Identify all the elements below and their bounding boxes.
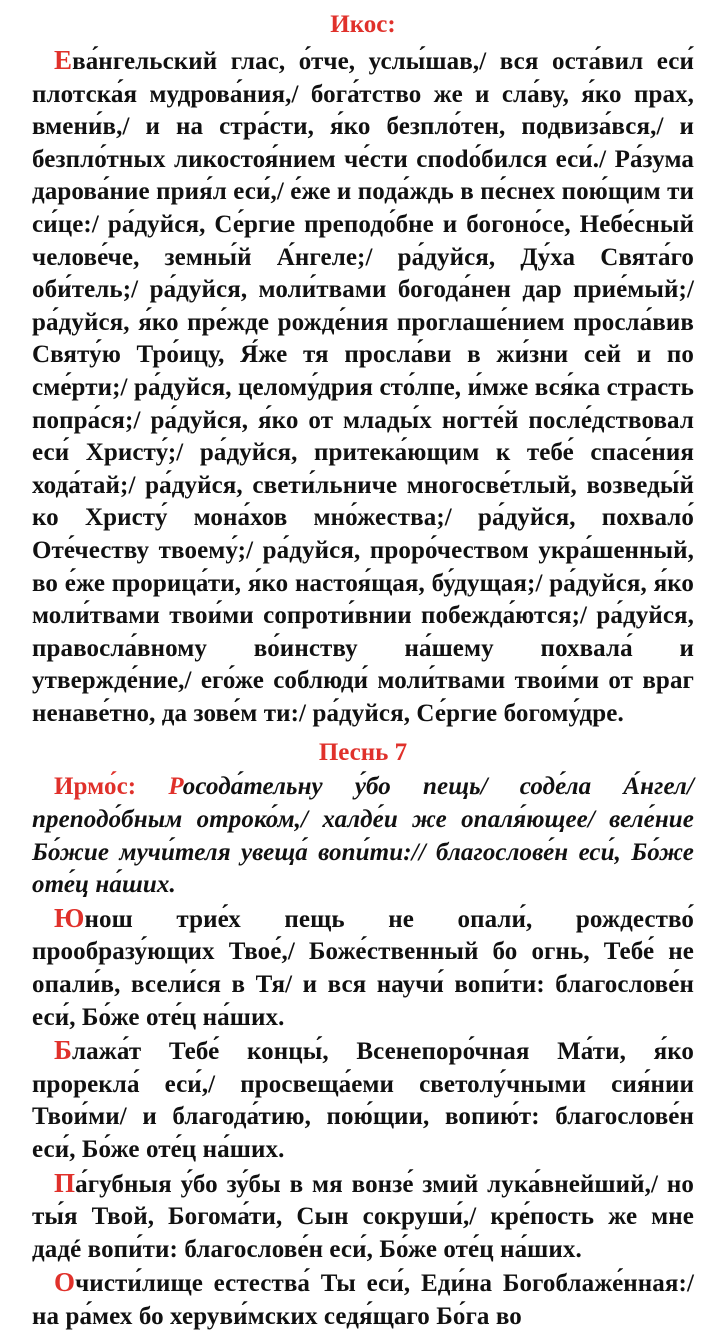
irmos-paragraph (32, 771, 694, 901)
troparion-paragraph (32, 1167, 694, 1267)
ikos-initial: Е (54, 45, 73, 75)
troparion-text: чисти́лище естества́ Ты еси́, Еди́на Богоблаже́нная:/ на ра́мех бо херуви́мских седя́щаго Бо́га во (32, 1270, 694, 1330)
troparion-initial: П (54, 1167, 76, 1198)
irmos-label: Ирмо́с: (54, 773, 137, 801)
troparion-paragraph (32, 1034, 694, 1166)
troparion-text: лажа́т Тебе́ концы́, Всенепоро́чная Ма́ти, я́ко прорекла́ еси́,/ просвеща́еми светолу́чными сия́нии Твои́ми/ и благода́тию, пою́щии, вопию́т: благослове́н еси́, Бо́же оте́ц на́ших. (32, 1038, 694, 1163)
troparion-initial: О (54, 1267, 76, 1298)
ikos-paragraph (32, 44, 694, 730)
troparion-text: а́губныя у́бо зу́бы в мя вонзе́ змий лука́внейший,/ но ты́я Твой, Богома́ти, Сын сокруши́,/ кре́пость же мне дадé вопи́ти: благослове́н еси́, Бо́же оте́ц на́ших. (32, 1170, 694, 1263)
troparion-paragraph (32, 1266, 694, 1333)
troparion-initial: Ю (54, 902, 85, 933)
ikos-heading: Икос: (330, 11, 396, 38)
troparion-initial: Б (54, 1035, 72, 1066)
ode-heading: Песнь 7 (318, 739, 408, 767)
troparion-text: нош трие́х пещь не опали́, рождество́ прообразу́ющих Твое́,/ Боже́ственный бо огнь, Тебе́ не опали́в, всели́ся в Тя/ и вся научи́ вопи́ти: благослове́н еси́, Бо́же оте́ц на́ших. (32, 905, 694, 1031)
ikos-text: ва́нгельский глас, о́тче, услы́шав,/ вся оста́вил еси́ плотска́я мудрова́ния,/ бога́тство же и сла́ву, я́ко прах, вмени́в,/ и на стра́сти, я́ко безпло́тен, подвиза́вся,/ и безпло́тных ликостоя́нием че́сти спodо́бился еси́./ Ра́зума дарова́ние прия́л еси́,/ е́же и пода́ждь в пе́снех пою́щим ти си́це:/ ра́дуйся, Се́ргие преподо́бне и богоно́се, Небе́сный челове́че, земны́й А́нгеле;/ ра́дуйся, Ду́ха Свята́го оби́тель;/ ра́дуйся, моли́твами богода́нен дар прие́мый;/ ра́дуйся, я́ко пре́жде рожде́ния проглаше́нием просла́вив Святу́ю Тро́ицу, Я́же тя просла́ви в жи́зни сей и по сме́рти;/ ра́дуйся, целому́дрия сто́лпе, и́мже вся́ка страсть попра́ся;/ ра́дуйся, я́ко от млады́х ногте́й после́дствовал еси́ Христу́;/ ра́дуйся, притека́ющим к тебе́ спасе́ния хода́тай;/ ра́дуйся, свети́льниче многосве́тлый, возведы́й ко Христу́ мона́хов мно́жества;/ ра́дуйся, похвало́ Оте́честву твоему́;/ ра́дуйся, проро́чеством укра́шенный, во е́же прорица́ти, я́ко настоя́щая, бу́дущая;/ ра́дуйся, я́ко моли́твами твои́ми сопроти́внии побежда́ются;/ ра́дуйся, правосла́вному во́инству на́шему похвала́ и утвержде́ние,/ его́же соблюди́ моли́твами твои́ми от враг ненаве́тно, да зове́м ти:/ ра́дуйся, Се́ргие богому́дре. (32, 48, 694, 727)
irmos-initial: Р (168, 773, 183, 801)
irmos-text: осода́тельну у́бо пещь/ соде́ла А́нгел/ преподо́бным отроко́м,/ халде́и же опаля́ющее/ веле́ние Бо́жие мучи́теля увеща́ вопи́ти:// благослове́н еси́, Бо́же оте́ц на́ших. (32, 773, 694, 899)
troparion-paragraph (32, 902, 694, 1034)
